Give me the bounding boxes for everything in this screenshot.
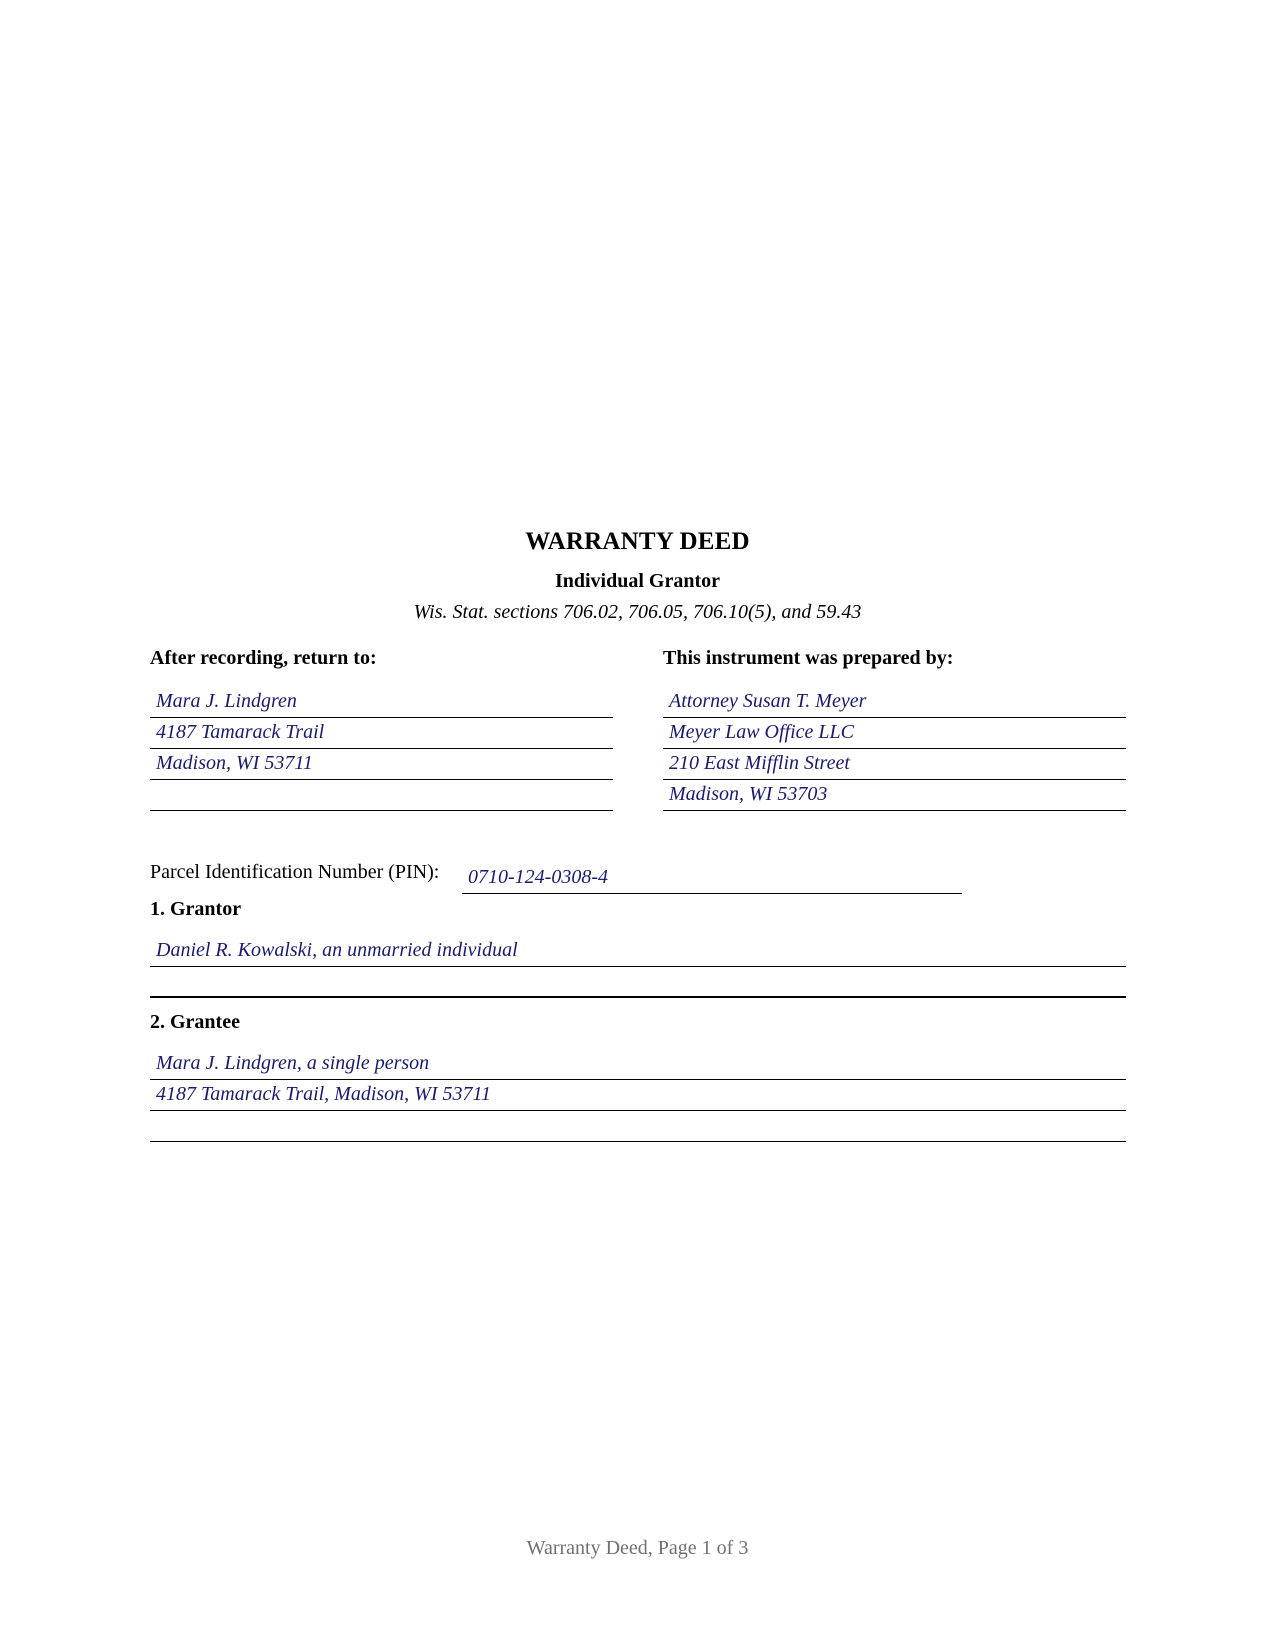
grantor-name: Daniel R. Kowalski, an unmarried individual [156,939,518,961]
grantee-address: 4187 Tamarack Trail, Madison, WI 53711 [156,1083,492,1105]
return-to-line-4[interactable] [150,780,613,811]
grantor-line-2[interactable] [150,967,1126,998]
return-to-city: Madison, WI 53711 [156,752,313,774]
prepared-by-line-1[interactable] [663,687,1126,718]
grantee-line-1[interactable] [150,1049,1126,1080]
prepared-by-line-4[interactable] [663,780,1126,811]
return-to-line-3[interactable] [150,749,613,780]
grantee-heading: 2. Grantee [150,1011,240,1033]
prepared-by-line-2[interactable] [663,718,1126,749]
pin-field[interactable] [462,863,962,894]
grantor-heading: 1. Grantor [150,898,242,920]
prepared-by-heading: This instrument was prepared by: [663,647,954,669]
grantee-name: Mara J. Lindgren, a single person [156,1052,430,1074]
grantee-line-2[interactable] [150,1080,1126,1111]
document-title: WARRANTY DEED [525,528,750,555]
statute-reference: Wis. Stat. sections 706.02, 706.05, 706.10(5), and 59.43 [413,601,862,623]
preparer-firm: Meyer Law Office LLC [669,721,854,743]
preparer-street: 210 East Mifflin Street [669,752,850,774]
pin-value: 0710-124-0308-4 [468,866,608,888]
return-to-street: 4187 Tamarack Trail [156,721,325,743]
prepared-by-line-3[interactable] [663,749,1126,780]
preparer-city: Madison, WI 53703 [669,783,828,805]
page-footer: Warranty Deed, Page 1 of 3 [526,1537,749,1559]
return-to-heading: After recording, return to: [150,647,377,669]
pin-label: Parcel Identification Number (PIN): [150,861,440,883]
return-to-line-2[interactable] [150,718,613,749]
grantee-line-3[interactable] [150,1111,1126,1142]
return-to-name: Mara J. Lindgren [156,690,297,712]
return-to-line-1[interactable] [150,687,613,718]
preparer-name: Attorney Susan T. Meyer [669,690,867,712]
grantor-line-1[interactable] [150,936,1126,967]
document-subtitle: Individual Grantor [554,570,721,592]
